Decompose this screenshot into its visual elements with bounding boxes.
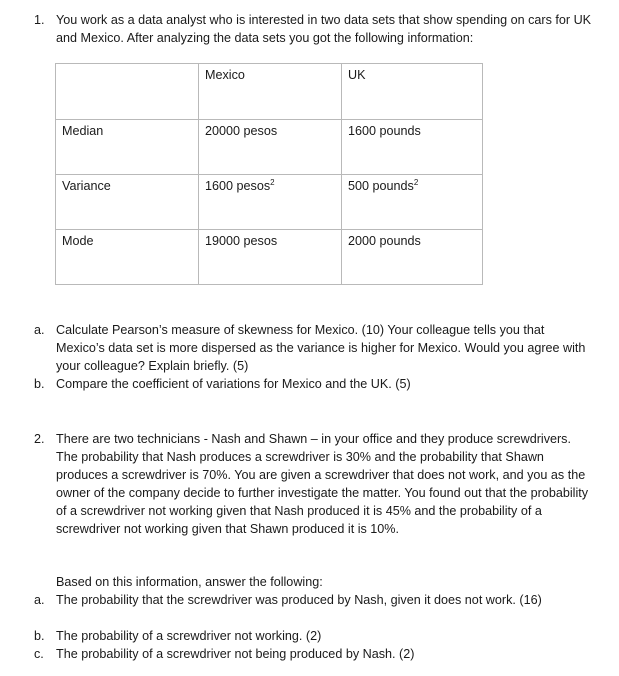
mexico-value-cell: [199, 175, 342, 230]
row-label: Mode: [56, 230, 199, 285]
part-text: Calculate Pearson’s measure of skewness for Mexico. (10) Your colleague tells you that Mexico’s data set is more dispersed as the variance is higher for Mexico. Would you agree with your colleague? Explain briefly. (5): [56, 323, 586, 373]
part-label: b.: [34, 377, 45, 391]
question-2-text: There are two technicians - Nash and Shawn – in your office and they produce screwdrivers. The probability that Nash produces a screwdriver is 30% and the probability that Shawn produces a screwdriver is 70%. You are given a screwdriver that does not work, and you as the owner of the company decide to further investigate the matter. You found out that the probability of a screwdriver not working given that Nash produced it is 45% and the probability of a screwdriver not working given that Shawn produced it is 10%.: [56, 432, 589, 536]
question-1-text: You work as a data analyst who is interested in two data sets that show spending on cars for UK and Mexico. After analyzing the data sets you got the following information:: [56, 13, 592, 45]
table-header-uk: UK: [342, 64, 483, 120]
table-header-empty: [56, 64, 199, 120]
mexico-value: 20000 pesos: [199, 120, 342, 175]
row-label: Median: [56, 120, 199, 175]
mexico-exponent: 2: [270, 178, 275, 187]
mexico-value: 1600 pesos: [205, 179, 271, 193]
mexico-value: 19000 pesos: [199, 230, 342, 285]
part-label: a.: [34, 323, 45, 337]
table-row-variance: [56, 175, 483, 230]
uk-value: 1600 pounds: [342, 120, 483, 175]
uk-value: 500 pounds: [348, 179, 414, 193]
uk-exponent: 2: [413, 178, 419, 187]
spending-table: [55, 63, 483, 285]
part-label: c.: [34, 647, 44, 661]
part-text: The probability of a screwdriver not being produced by Nash. (2): [56, 647, 415, 661]
part-text: Compare the coefficient of variations for Mexico and the UK. (5): [56, 377, 411, 391]
row-label: Variance: [56, 175, 199, 230]
question-2-intro-text: Based on this information, answer the following:: [56, 575, 323, 589]
part-label: a.: [34, 593, 45, 607]
table-header-row: [56, 64, 483, 120]
uk-value-cell: [342, 175, 483, 230]
table-header-mexico: Mexico: [199, 64, 342, 120]
part-label: b.: [34, 629, 45, 643]
question-2-number: 2.: [34, 432, 45, 446]
part-text: The probability of a screwdriver not working. (2): [56, 629, 322, 643]
table-row-mode: [56, 230, 483, 285]
question-1-number: 1.: [34, 13, 45, 27]
part-text: The probability that the screwdriver was produced by Nash, given it does not work. (16): [56, 593, 542, 607]
table-row-median: [56, 120, 483, 175]
uk-value: 2000 pounds: [342, 230, 483, 285]
